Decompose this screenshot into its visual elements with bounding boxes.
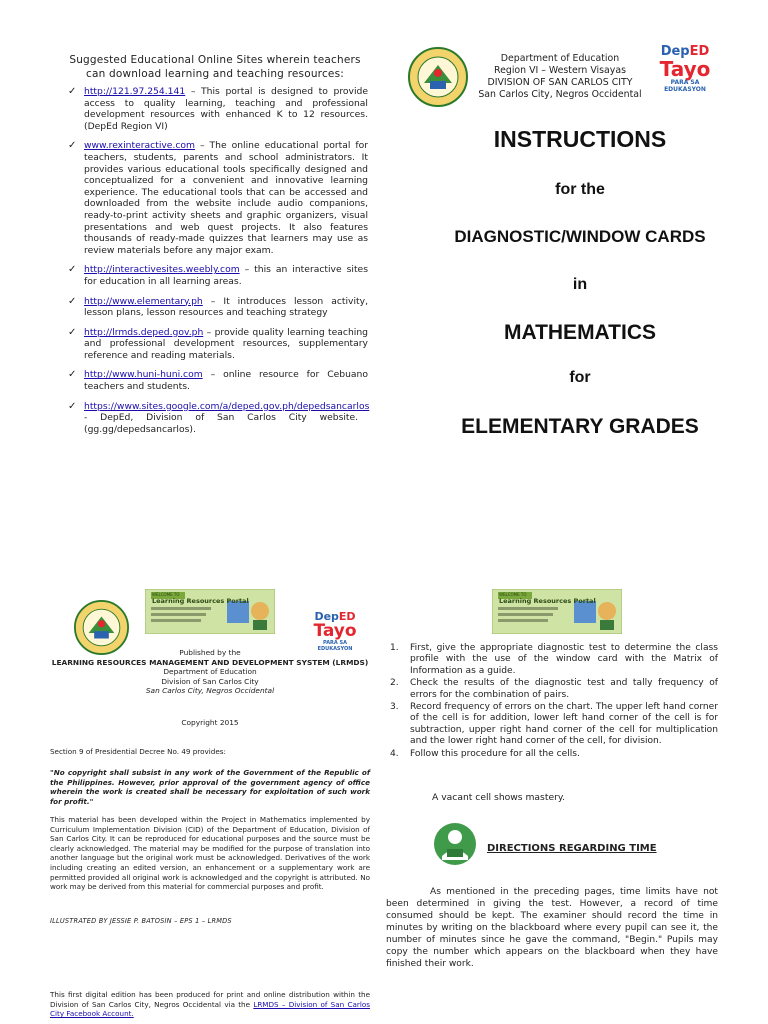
- title-elementary-grades: ELEMENTARY GRADES: [461, 415, 699, 438]
- copyright-quote: "No copyright shall subsist in any work of the Government of the Republic of the Philippines. However, prior approval of the government agency of office wherein the work is created shall be necessary for exploitation of such work for profit.": [50, 768, 370, 806]
- site-description: – online resource for Cebuano teachers and students.: [84, 369, 368, 393]
- site-list-item: [68, 140, 368, 256]
- step-text: First, give the appropriate diagnostic test to determine the class profile with the use of the window card with the Matrix of Information as a guide.: [410, 643, 718, 676]
- material-notice: This material has been developed within the Project in Mathematics implemented by Curriculum Implementation Division (CID) of the Department of Education, Division of San Carlos City. It can be reproduced for educational purposes and the source must be clearly acknowledged. The material may be modified for the purpose of translation into another language but the original work must be acknowledged. Derivatives of the work including creating an edited version, an enhancement or a supplementary work are permitted provided all original work is acknowledged and the copyright is attributed. No work may be derived from this material for commercial purposes and profit.: [50, 815, 370, 892]
- site-link[interactable]: http://interactivesites.weebly.com: [84, 264, 240, 276]
- title-for: for: [569, 369, 591, 386]
- site-description: – The online educational portal for teachers, students, parents and school administrators. It provides various educational tools specifically designed and conceptualized for a convenient and innovative learning experience. The educational tools that can be accessed and downloaded from the website include audio companions, ready-to-print activity sheets and graphic organizers, visual presentations and web quest projects. It also features thousands of ready-made quizzes that learners may use as review materials before any major exam.: [84, 140, 368, 256]
- title-mathematics: MATHEMATICS: [503, 321, 657, 344]
- site-link[interactable]: http://lrmds.deped.gov.ph: [84, 326, 204, 338]
- deped-header: [470, 53, 650, 101]
- banner-title-text: Learning Resources Portal: [152, 597, 249, 605]
- vacant-cell-note: A vacant cell shows mastery.: [432, 792, 565, 803]
- division-seal-logo-small: [74, 600, 129, 655]
- instruction-step: [386, 702, 718, 748]
- site-link[interactable]: http://www.elementary.ph: [84, 295, 203, 307]
- instruction-steps: [386, 643, 718, 761]
- publisher-block: Published by the LEARNING RESOURCES MANAGEMENT AND DEVELOPMENT SYSTEM (LRMDS) Department of Education Division of San Carlos City San Carlos City, Negros Occidental: [51, 648, 369, 696]
- copyright-text: Copyright 2015: [181, 718, 239, 727]
- illustrator-credit: ILLUSTRATED BY JESSIE P. BATOSIN – EPS 1 – LRMDS: [50, 917, 232, 925]
- site-description: - DepEd, Division of San Carlos City website. (gg.gg/depedsancarlos).: [84, 412, 359, 435]
- site-link[interactable]: http://www.huni-huni.com: [84, 369, 203, 381]
- title-instructions: INSTRUCTIONS: [493, 126, 667, 152]
- online-sites-list: [68, 86, 368, 443]
- division-seal-logo: [408, 47, 468, 107]
- step-text: Record frequency of errors on the chart. The upper left hand corner of the cell is for addition, lower left hand corner of the cell is for subtraction, upper right hand corner of the cell for multiplication and the lower right hand corner of the cell, for division.: [410, 702, 718, 747]
- title-diagnostic-cards: DIAGNOSTIC/WINDOW CARDS: [454, 227, 706, 246]
- banner-welcome-text-right: WELCOME TO: [499, 592, 527, 597]
- header-line-4: San Carlos City, Negros Occidental: [478, 89, 642, 100]
- title-in: in: [572, 276, 588, 293]
- site-description: – This portal is designed to provide access to quality learning, teaching and professional development resources with enhanced K to 12 resources. (DepEd Region VI): [84, 86, 368, 132]
- section-9-text: Section 9 of Presidential Decree No. 49 provides:: [50, 747, 226, 756]
- online-sites-heading: Suggested Educational Online Sites wherein teachers can download learning and teaching resources:: [69, 54, 361, 80]
- site-link[interactable]: www.rexinteractive.com: [84, 140, 195, 152]
- deped-tayo-logo-small: DepED Tayo PARA SA EDUKASYON: [313, 610, 357, 652]
- step-text: Follow this procedure for all the cells.: [410, 748, 580, 759]
- checkmark-icon: ✓: [68, 86, 77, 97]
- site-list-item: [68, 327, 368, 362]
- instruction-step: [386, 749, 718, 760]
- checkmark-icon: ✓: [68, 140, 77, 152]
- checkmark-icon: ✓: [68, 295, 77, 307]
- checkmark-icon: ✓: [68, 369, 77, 381]
- instruction-step: [386, 643, 718, 677]
- checkmark-icon: ✓: [68, 264, 77, 276]
- step-number: 3.: [390, 702, 399, 713]
- site-link[interactable]: https://www.sites.google.com/a/deped.gov.ph/depedsancarlos: [84, 400, 370, 412]
- reading-student-icon: [433, 822, 477, 866]
- instruction-step: [386, 678, 718, 701]
- site-list-item: [68, 401, 368, 436]
- site-link[interactable]: http://121.97.254.141: [84, 86, 186, 97]
- checkmark-icon: ✓: [68, 400, 77, 412]
- deped-tayo-logo: DepED Tayo PARA SA EDUKASYON: [659, 44, 711, 93]
- banner-welcome-text: WELCOME TO: [152, 592, 180, 597]
- step-number: 2.: [390, 678, 399, 689]
- step-text: Check the results of the diagnostic test and tally frequency of errors for the combination of pairs.: [410, 678, 718, 700]
- step-number: 4.: [390, 748, 399, 759]
- site-description: – provide quality learning teaching and professional development resources, supplementary reference and reading materials.: [84, 326, 368, 361]
- time-directions-heading: DIRECTIONS REGARDING TIME: [487, 843, 657, 854]
- header-line-1: Department of Education: [500, 53, 620, 64]
- time-directions-paragraph: As mentioned in the preceding pages, time limits have not been determined in giving the test. However, a record of time consumed should be kept. The examiner should record the time in minutes by writing on the blackboard where every pupil can see it, the number of minutes since he gave the command, "Begin." Pupils may copy the number which appears on the blackboard when they have finished their work.: [386, 887, 718, 969]
- site-description: – It introduces lesson activity, lesson plans, lesson resources and teaching strategy: [84, 295, 368, 319]
- digital-edition-note: This first digital edition has been produced for print and online distribution within the Division of San Carlos City, Negros Occidental via the LRMDS – Division of San Carlos City Facebook Account.: [50, 990, 370, 1019]
- checkmark-icon: ✓: [68, 326, 77, 338]
- header-line-3: DIVISION OF SAN CARLOS CITY: [487, 77, 633, 88]
- site-description: – this an interactive sites for education in all learning areas.: [84, 264, 368, 287]
- site-list-item: [68, 264, 368, 287]
- title-for-the: for the: [555, 181, 605, 198]
- banner-title-text-right: Learning Resources Portal: [499, 597, 596, 605]
- site-list-item: [68, 296, 368, 319]
- site-list-item: [68, 86, 368, 132]
- header-line-2: Region VI – Western Visayas: [494, 65, 626, 76]
- step-number: 1.: [390, 643, 399, 653]
- site-list-item: [68, 369, 368, 392]
- lrmds-facebook-link[interactable]: LRMDS – Division of San Carlos City Facebook Account.: [50, 999, 370, 1019]
